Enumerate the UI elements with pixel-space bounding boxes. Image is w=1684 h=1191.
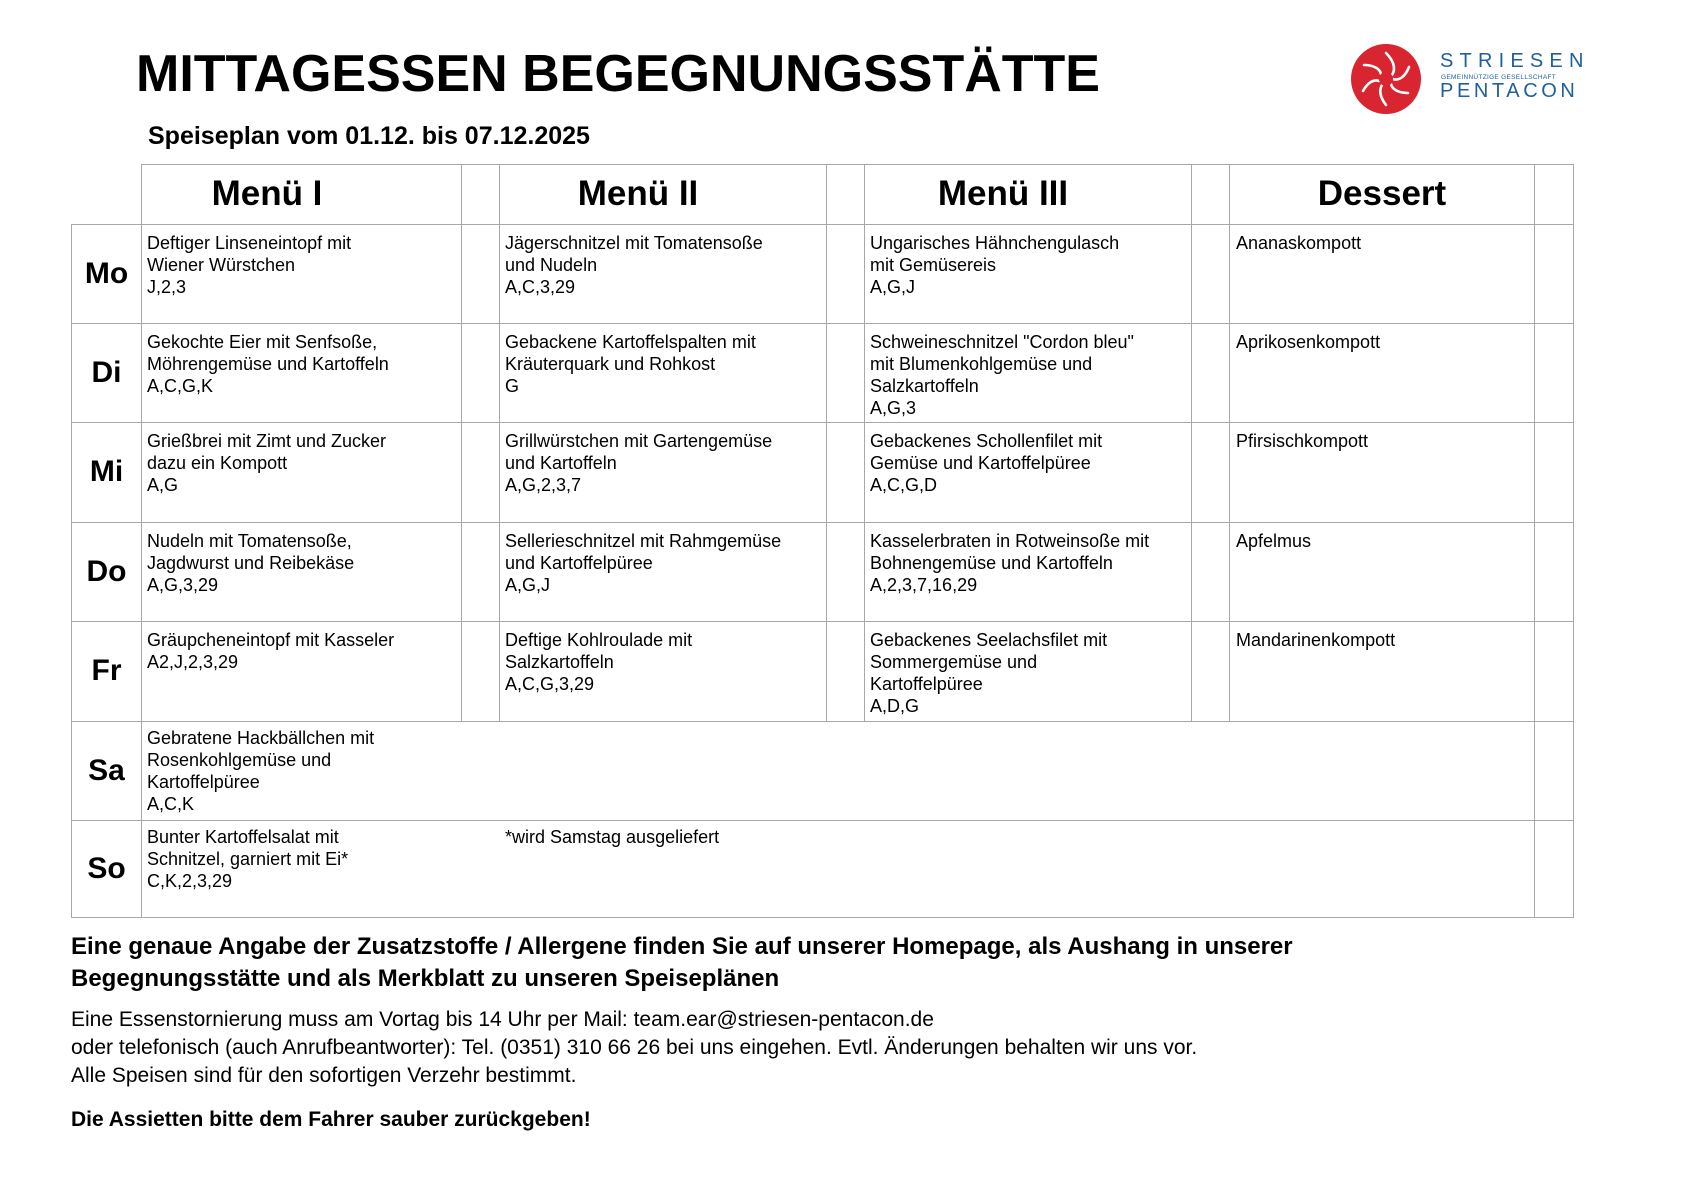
grid-line bbox=[71, 621, 1574, 622]
page-title: MITTAGESSEN BEGEGNUNGSSTÄTTE bbox=[136, 45, 1100, 103]
logo-name-bottom: PENTACON bbox=[1440, 80, 1579, 102]
menu-cell: Gekochte Eier mit Senfsoße, Möhrengemüse und Kartoffeln A,C,G,K bbox=[147, 332, 389, 396]
grid-line bbox=[461, 164, 462, 722]
grid-line bbox=[1573, 164, 1574, 918]
menu-cell: Nudeln mit Tomatensoße, Jagdwurst und Reibekäse A,G,3,29 bbox=[147, 531, 355, 595]
menu-cell: Deftige Kohlroulade mit Salzkartoffeln A,C,G,3,29 bbox=[505, 630, 693, 694]
aperture-logo-icon bbox=[1350, 43, 1422, 115]
menu-cell: Gräupcheneintopf mit Kasseler A2,J,2,3,29 bbox=[147, 630, 395, 672]
grid-line bbox=[1191, 164, 1192, 722]
logo-tagline: GEMEINNÜTZIGE GESELLSCHAFT bbox=[1441, 74, 1557, 81]
grid-line bbox=[1229, 164, 1230, 722]
grid-line bbox=[71, 917, 1574, 918]
day-label-do: Do bbox=[86, 554, 127, 588]
return-dishes-note: Die Assietten bitte dem Fahrer sauber zurückgeben! bbox=[71, 1108, 591, 1131]
grid-line bbox=[71, 422, 1574, 423]
grid-line bbox=[826, 164, 827, 722]
dessert-cell: Aprikosenkompott bbox=[1236, 332, 1381, 352]
grid-line bbox=[71, 820, 1574, 821]
menu-cell: Grillwürstchen mit Gartengemüse und Kartoffeln A,G,2,3,7 bbox=[505, 431, 773, 495]
menu-cell: Deftiger Linseneintopf mit Wiener Würstchen J,2,3 bbox=[147, 233, 352, 297]
cancellation-line-3: Alle Speisen sind für den sofortigen Verzehr bestimmt. bbox=[71, 1064, 577, 1087]
delivery-note: *wird Samstag ausgeliefert bbox=[505, 827, 720, 847]
cancellation-line-2: oder telefonisch (auch Anrufbeantworter): Tel. (0351) 310 66 26 bei uns eingehen. Evtl. Änderungen behalten wir uns vor. bbox=[71, 1036, 1198, 1059]
grid-line bbox=[71, 721, 1574, 722]
menu-cell: Sellerieschnitzel mit Rahmgemüse und Kartoffelpüree A,G,J bbox=[505, 531, 782, 595]
column-header-dessert: Dessert bbox=[1317, 174, 1447, 213]
grid-line bbox=[141, 164, 142, 918]
menu-cell: Gebratene Hackbällchen mit Rosenkohlgemüse und Kartoffelpüree A,C,K bbox=[147, 728, 375, 814]
day-label-mo: Mo bbox=[84, 256, 129, 290]
grid-line bbox=[71, 224, 1574, 225]
grid-line bbox=[499, 164, 500, 722]
dessert-cell: Apfelmus bbox=[1236, 531, 1312, 551]
dessert-cell: Ananaskompott bbox=[1236, 233, 1362, 253]
grid-line bbox=[864, 164, 865, 722]
day-label-sa: Sa bbox=[88, 753, 125, 787]
menu-cell: Jägerschnitzel mit Tomatensoße und Nudeln A,C,3,29 bbox=[505, 233, 763, 297]
day-label-so: So bbox=[87, 851, 126, 885]
menu-cell: Ungarisches Hähnchengulasch mit Gemüsereis A,G,J bbox=[870, 233, 1120, 297]
dessert-cell: Pfirsischkompott bbox=[1236, 431, 1369, 451]
column-header-menu-2: Menü II bbox=[577, 174, 699, 213]
grid-line bbox=[1534, 164, 1535, 918]
allergen-info-line-1: Eine genaue Angabe der Zusatzstoffe / Allergene finden Sie auf unserer Homepage, als Aushang in unserer bbox=[71, 933, 1293, 960]
menu-cell: Bunter Kartoffelsalat mit Schnitzel, garniert mit Ei* C,K,2,3,29 bbox=[147, 827, 349, 891]
dessert-cell: Mandarinenkompott bbox=[1236, 630, 1396, 650]
day-label-fr: Fr bbox=[91, 654, 122, 687]
grid-line bbox=[71, 323, 1574, 324]
allergen-info-line-2: Begegnungsstätte und als Merkblatt zu unseren Speiseplänen bbox=[71, 965, 780, 992]
grid-line bbox=[71, 522, 1574, 523]
menu-cell: Gebackenes Schollenfilet mit Gemüse und Kartoffelpüree A,C,G,D bbox=[870, 431, 1103, 495]
day-label-mi: Mi bbox=[89, 455, 124, 488]
menu-cell: Kasselerbraten in Rotweinsoße mit Bohnengemüse und Kartoffeln A,2,3,7,16,29 bbox=[870, 531, 1150, 595]
logo bbox=[1350, 42, 1590, 116]
logo-name-top: STRIESEN bbox=[1440, 50, 1590, 72]
column-header-menu-1: Menü I bbox=[211, 174, 323, 213]
menu-cell: Gebackenes Seelachsfilet mit Sommergemüse und Kartoffelpüree A,D,G bbox=[870, 630, 1108, 716]
column-header-menu-3: Menü III bbox=[937, 174, 1069, 213]
menu-cell: Gebackene Kartoffelspalten mit Kräuterquark und Rohkost G bbox=[505, 332, 756, 396]
menu-cell: Schweineschnitzel "Cordon bleu" mit Blumenkohlgemüse und Salzkartoffeln A,G,3 bbox=[870, 332, 1134, 418]
menu-cell: Grießbrei mit Zimt und Zucker dazu ein Kompott A,G bbox=[147, 431, 387, 495]
day-label-di: Di bbox=[91, 355, 122, 389]
menu-period: Speiseplan vom 01.12. bis 07.12.2025 bbox=[148, 122, 590, 150]
cancellation-line-1: Eine Essenstornierung muss am Vortag bis 14 Uhr per Mail: team.ear@striesen-pentacon.de bbox=[71, 1008, 934, 1031]
